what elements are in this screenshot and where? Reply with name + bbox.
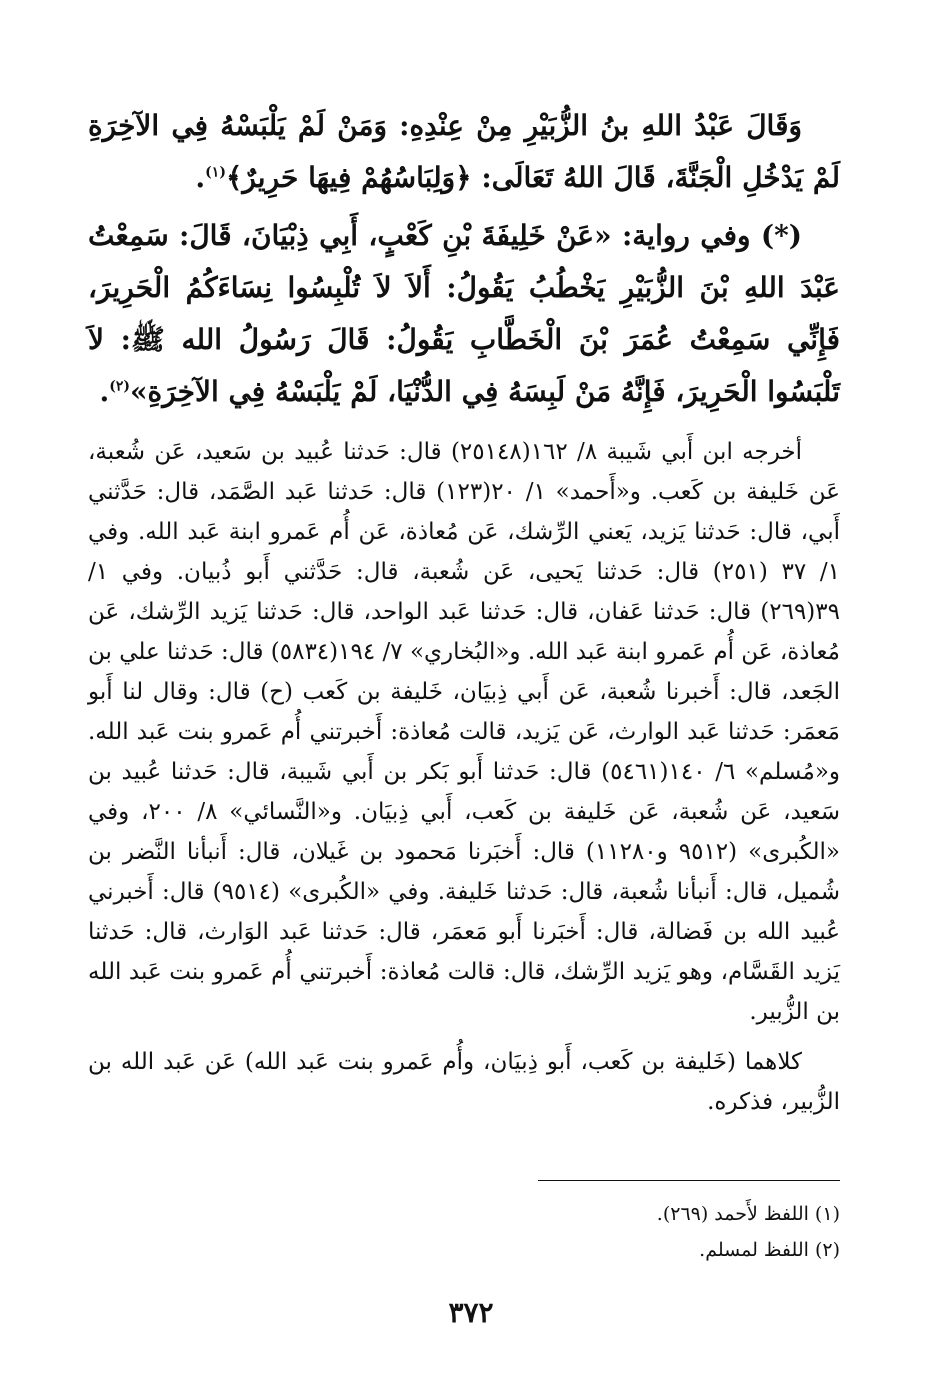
hadith-ending-1: . xyxy=(195,161,206,194)
summary-paragraph: كلاهما (خَليفة بن كَعب، أَبو ذِبيَان، وأُم عَمرو بنت عَبد الله) عَن عَبد الله بن الزُّبير، فذكره. xyxy=(88,1049,840,1115)
page-body xyxy=(88,100,840,1122)
hadith-paragraph-1 xyxy=(88,100,840,204)
hadith-text-2: (*) وفي رواية: «عَنْ خَلِيفَةَ بْنِ كَعْبٍ، أَبِي ذِبْيَانَ، قَالَ: سَمِعْتُ عَبْدَ اللهِ بْنَ الزُّبَيْرِ يَخْطُبُ يَقُولُ: أَلاَ لاَ تُلْبِسُوا نِسَاءَكُمُ الْحَرِيرَ، فَإِنِّي سَمِعْتُ عُمَرَ بْنَ الْخَطَّابِ يَقُولُ: قَالَ رَسُولُ الله ﷺ: لاَ تَلْبَسُوا الْحَرِيرَ، فَإِنَّهُ مَنْ لَبِسَهُ فِي الدُّنْيَا، لَمْ يَلْبَسْهُ فِي الآخِرَةِ» xyxy=(88,219,840,408)
footnote-1: (١) اللفظ لأَحمد (٢٦٩). xyxy=(656,1203,840,1225)
hadith-ending-2: . xyxy=(99,375,110,408)
footnote-divider xyxy=(538,1180,840,1181)
page-number: ٣٧٢ xyxy=(448,1296,494,1329)
footnote-2: (٢) اللفظ لمسلم. xyxy=(699,1239,840,1261)
footnotes xyxy=(140,1196,840,1268)
takhrij-paragraph: أخرجه ابن أَبي شَيبة ٨/ ١٦٢(٢٥١٤٨) قال: حَدثنا عُبيد بن سَعيد، عَن شُعبة، عَن خَليفة بن كَعب. و«أَحمد» ١/ ٢٠(١٢٣) قال: حَدثنا عَبد الصَّمَد، قال: حَدَّثني أَبي، قال: حَدثنا يَزيد، يَعني الرِّشك، عَن مُعاذة، عَن أُم عَمرو ابنة عَبد الله. وفي ١/ ٣٧ (٢٥١) قال: حَدثنا يَحيى، عَن شُعبة، قال: حَدَّثني أَبو ذُبيان. وفي ١/ ٣٩(٢٦٩) قال: حَدثنا عَفان، قال: حَدثنا عَبد الواحد، قال: حَدثنا يَزيد الرِّشك، عَن مُعاذة، عَن أُم عَمرو ابنة عَبد الله. و«البُخاري» ٧/ ١٩٤(٥٨٣٤) قال: حَدثنا علي بن الجَعد، قال: أَخبرنا شُعبة، عَن أَبي ذِبيَان، خَليفة بن كَعب (ح) قال: وقال لنا أَبو مَعمَر: حَدثنا عَبد الوارث، عَن يَزيد، قالت مُعاذة: أَخبرتني أُم عَمرو بنت عَبد الله. و«مُسلم» ٦/ ١٤٠(٥٤٦١) قال: حَدثنا أَبو بَكر بن أَبي شَيبة، قال: حَدثنا عُبيد بن سَعيد، عَن شُعبة، عَن خَليفة بن كَعب، أَبي ذِبيَان. و«النَّسائي» ٨/ ٢٠٠، وفي «الكُبرى» (٩٥١٢ و١١٢٨٠) قال: أَخبَرنا مَحمود بن غَيلان، قال: أَنبأنا النَّضر بن شُميل، قال: أَنبأنا شُعبة، قال: حَدثنا خَليفة. وفي «الكُبرى» (٩٥١٤) قال: أَخبرني عُبيد الله بن فَضالة، قال: أَخبَرنا أَبو مَعمَر، قال: حَدثنا عَبد الوَارث، قال: حَدثنا يَزيد القَسَّام، وهو يَزيد الرِّشك، قال: قالت مُعاذة: أَخبرتني أُم عَمرو بنت عَبد الله بن الزُّبير. xyxy=(88,439,840,1025)
hadith-text-1: وَقَالَ عَبْدُ اللهِ بنُ الزُّبَيْرِ مِنْ عِنْدِهِ: وَمَنْ لَمْ يَلْبَسْهُ فِي الآخِرَةِ لَمْ يَدْخُلِ الْجَنَّةَ، قَالَ اللهُ تَعَالَى: ﴿وَلِبَاسُهُمْ فِيهَا حَرِيرٌ﴾ xyxy=(88,109,840,194)
hadith-paragraph-2 xyxy=(88,210,840,418)
footnote-ref-2[interactable]: (٢) xyxy=(109,378,131,395)
footnote-ref-1[interactable]: (١) xyxy=(205,164,226,181)
